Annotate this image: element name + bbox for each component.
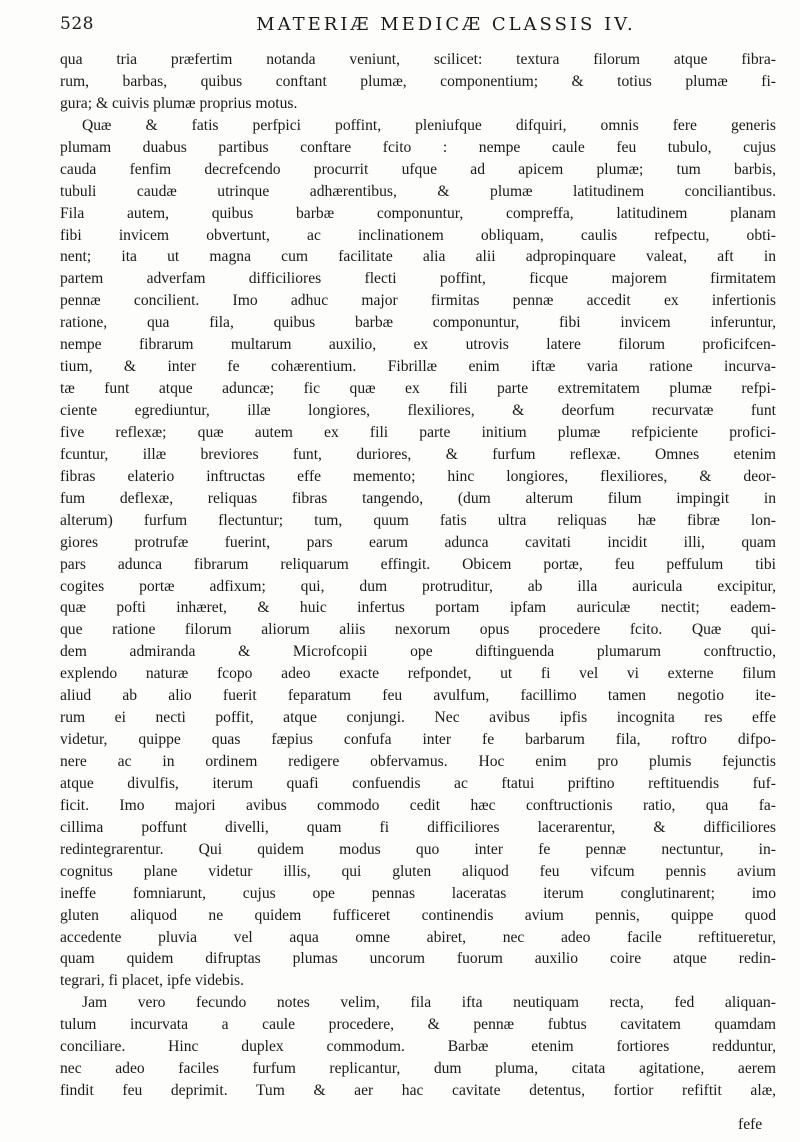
text-line: atque divulfis, iterum quafi confuendis ac ftatui priftino reftituendis fuf-: [60, 774, 776, 792]
text-line: cogites portæ adfixum; qui, dum protruditur, ab illa auricula excipitur,: [60, 577, 776, 595]
text-line: tegrari, fi placet, ipfe videbis.: [60, 972, 245, 990]
text-line: quæ pofti inhæret, & huic infertus portam ipfam auriculæ nectit; eadem-: [60, 599, 776, 617]
text-line: tæ funt atque aduncæ; fic quæ ex fili parte extremitatem plumæ refpi-: [60, 380, 776, 398]
text-line: tulum incurvata a caule procedere, & pennæ fubtus cavitatem quamdam: [60, 1016, 776, 1034]
text-line: redintegrarentur. Qui quidem modus quo inter fe pennæ nectuntur, in-: [60, 840, 776, 858]
text-line: findit feu deprimit. Tum & aer hac cavitate detentus, fortior refiftit alæ,: [60, 1082, 776, 1100]
text-line: ficit. Imo majori avibus commodo cedit hæc conftructionis ratio, qua fa-: [60, 796, 776, 814]
text-line: alterum) furfum flectuntur; tum, quum fatis ultra reliquas hæ fibræ lon-: [60, 511, 776, 529]
text-line: fibi invicem obvertunt, ac inclinationem obliquam, caulis refpectu, obti-: [60, 226, 776, 244]
text-line: cillima poffunt divelli, quam fi difficiliores lacerarentur, & difficiliores: [60, 818, 776, 836]
text-line: rum, barbas, quibus conftant plumæ, componentium; & totius plumæ fi-: [60, 72, 776, 90]
text-line: ciente egrediuntur, illæ longiores, flexiliores, & deorfum recurvatæ funt: [60, 402, 776, 419]
text-line: tium, & inter fe cohærentium. Fibrillæ enim iftæ varia ratione incurva-: [60, 358, 776, 376]
text-line: que ratione filorum aliorum aliis nexorum opus procedere fcito. Quæ qui-: [60, 621, 776, 639]
text-line: aliud ab alio fuerit feparatum feu avulfum, facillimo tamen negotio ite-: [60, 687, 776, 705]
text-line: ratione, qua fila, quibus barbæ componuntur, fibi invicem inferuntur,: [60, 314, 776, 332]
text-line: fcuntur, illæ breviores funt, duriores, & furfum reflexæ. Omnes etenim: [60, 445, 776, 463]
text-line: videtur, quippe quas fæpius confufa inter fe barbarum fila, roftro difpo-: [60, 731, 776, 749]
text-line: conciliare. Hinc duplex commodum. Barbæ etenim fortiores redduntur,: [60, 1038, 776, 1056]
text-line: quam quidem difruptas plumas uncorum fuorum auxilio coire atque redin-: [60, 950, 776, 968]
text-line: explendo naturæ fcopo adeo exacte refpondet, ut fi vel vi externe filum: [60, 665, 776, 683]
text-line: pars adunca fibrarum reliquarum effingit. Obicem portæ, feu peffulum tibi: [60, 555, 776, 573]
text-line: fum deflexæ, reliquas fibras tangendo, (dum alterum filum impingit in: [60, 489, 776, 507]
text-line: qua tria præfertim notanda veniunt, scilicet: textura filorum atque fibra-: [60, 51, 776, 68]
text-line: pennæ concilient. Imo adhuc major firmitas pennæ accedit ex infertionis: [60, 292, 776, 310]
text-line: giores protrufæ fuerint, pars earum adunca cavitati incidit illi, quam: [60, 533, 776, 551]
text-line: ineffe fomniarunt, cujus ope pennas laceratas iterum conglutinarent; imo: [60, 884, 776, 902]
text-line: Jam vero fecundo notes velim, fila ifta neutiquam recta, fed aliquan-: [82, 994, 776, 1012]
text-line: fibras elaterio inftructas effe memento; hinc longiores, flexiliores, & deor-: [60, 467, 776, 485]
text-line: cauda fenfim decrefcendo procurrit ufque ad apicem plumæ; tum barbis,: [60, 160, 776, 178]
text-line: Quæ & fatis perfpici poffint, pleniufque difquiri, omnis fere generis: [82, 116, 776, 134]
running-head: [60, 14, 776, 44]
text-line: Fila autem, quibus barbæ componuntur, compreffa, latitudinem planam: [60, 204, 776, 222]
text-line: cognitus plane videtur illis, qui gluten aliquod feu vifcum pennis avium: [60, 862, 776, 880]
running-title: MATERIÆ MEDICÆ CLASSIS IV.: [256, 14, 636, 35]
text-line: tubuli caudæ utrinque adhærentibus, & plumæ latitudinem conciliantibus.: [60, 182, 776, 200]
text-line: plumam duabus partibus conftare fcito : nempe caule feu tubulo, cujus: [60, 138, 776, 156]
page-number: 528: [60, 14, 94, 34]
text-line: partem adverfam difficiliores flecti poffint, ficque majorem firmitatem: [60, 270, 776, 288]
text-line: nec adeo faciles furfum replicantur, dum pluma, citata agitatione, aerem: [60, 1060, 776, 1078]
text-line: five reflexæ; quæ autem ex fili parte initium plumæ refpiciente profici-: [60, 423, 776, 441]
text-line: gura; & cuivis plumæ proprius motus.: [60, 94, 298, 112]
catchword: fefe: [738, 1116, 763, 1133]
text-line: nempe fibrarum multarum auxilio, ex utrovis latere filorum proficifcen-: [60, 336, 776, 354]
text-line: dem admiranda & Microfcopii ope diftinguenda plumarum conftructio,: [60, 643, 776, 661]
text-line: accedente pluvia vel aqua omne abiret, nec adeo facile reftitueretur,: [60, 928, 776, 946]
text-line: nent; ita ut magna cum facilitate alia alii adpropinquare valeat, aft in: [60, 248, 776, 266]
body-text: [60, 49, 776, 1102]
text-line: nere ac in ordinem redigere obfervamus. Hoc enim pro plumis fejunctis: [60, 753, 776, 770]
text-line: rum ei necti poffit, atque conjungi. Nec avibus ipfis incognita res effe: [60, 709, 776, 727]
text-line: gluten aliquod ne quidem fufficeret continendis avium pennis, quippe quod: [60, 906, 776, 924]
